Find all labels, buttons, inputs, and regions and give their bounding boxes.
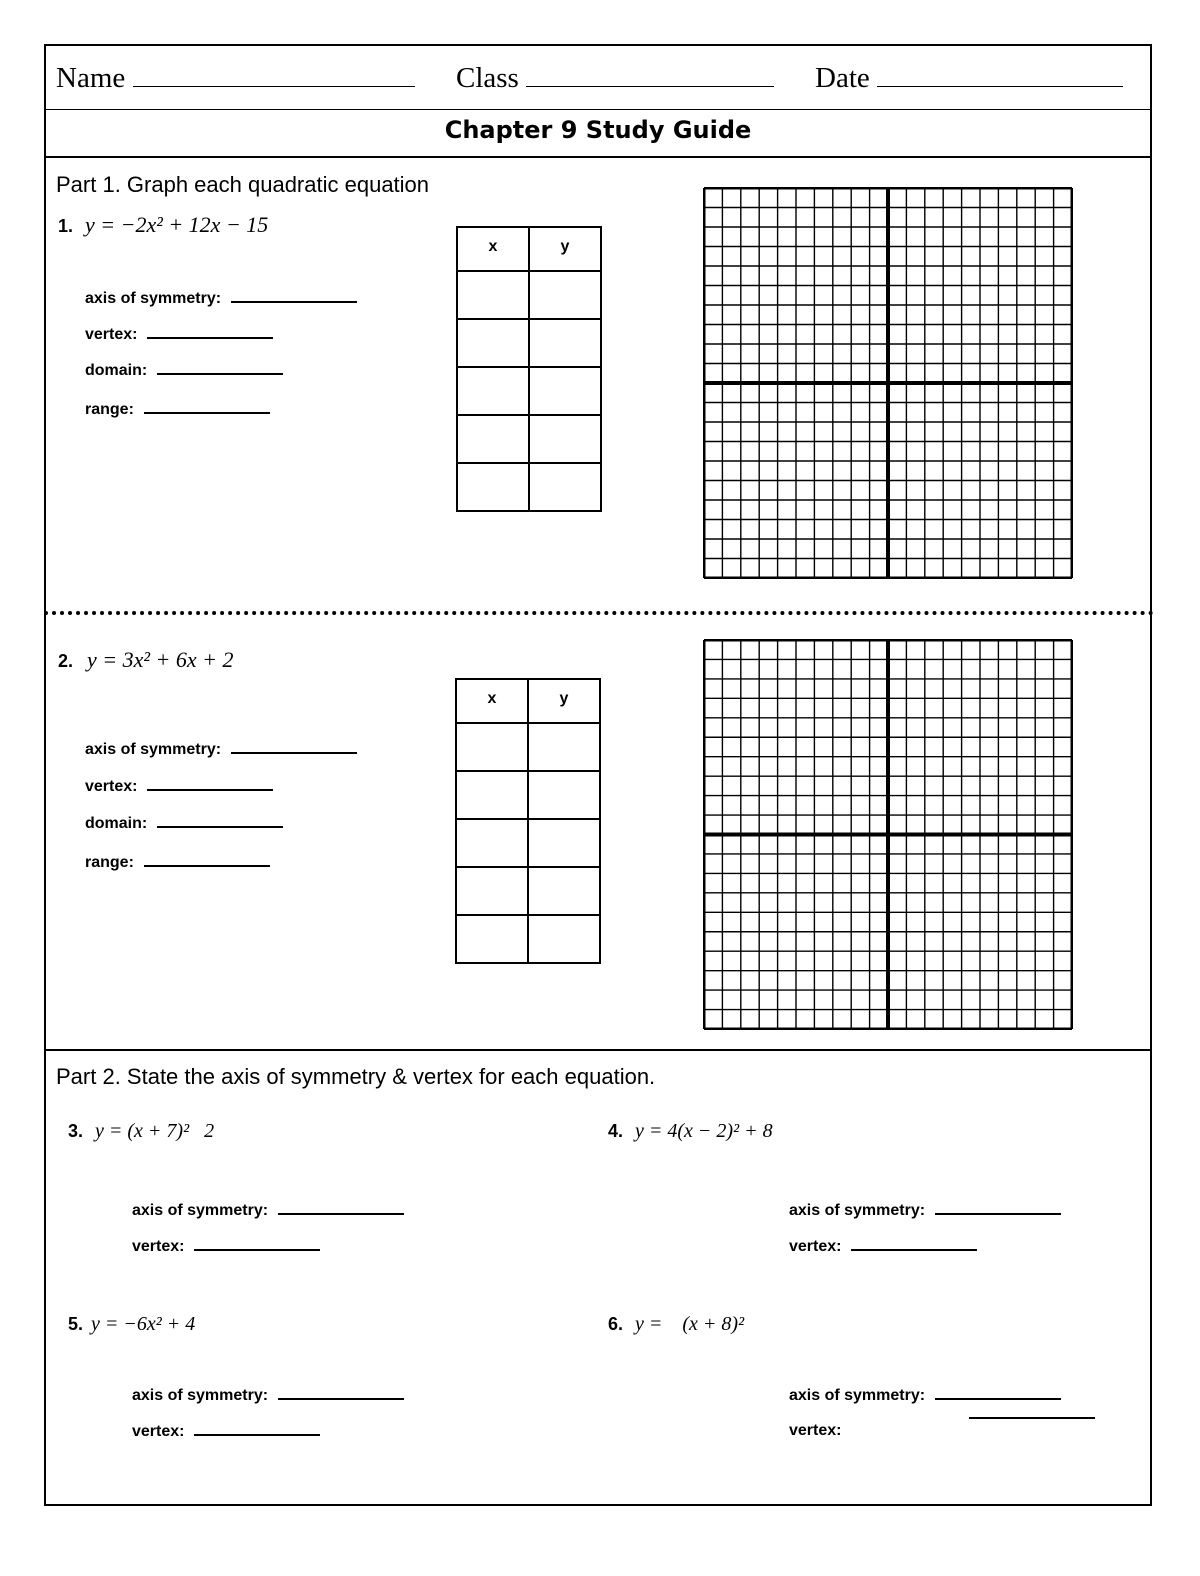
table-cell[interactable] [528,819,600,867]
y-header: y [529,227,601,271]
class-blank[interactable] [526,86,774,87]
problem-2-equation: y = 3x² + 6x + 2 [87,647,234,672]
p6-vertex-blank[interactable] [969,1417,1095,1419]
p5-vertex-blank[interactable] [194,1433,320,1436]
p6-vertex-label: vertex: [789,1422,842,1439]
p5-vertex-row: vertex: [132,1423,320,1441]
table-cell[interactable] [456,819,528,867]
title-divider [44,156,1152,158]
part-divider [44,1049,1152,1051]
name-blank[interactable] [133,86,415,87]
p4-vertex-blank[interactable] [851,1248,977,1251]
table-cell[interactable] [528,915,600,963]
p2-range-blank[interactable] [144,864,270,867]
p4-vertex-row: vertex: [789,1238,977,1256]
table-cell[interactable] [528,867,600,915]
p2-xy-table [455,678,601,964]
table-cell[interactable] [529,271,601,319]
y-header: y [528,679,600,723]
problem-3-equation: y = (x + 7)² 2 [95,1120,215,1142]
p1-axis-blank[interactable] [231,300,357,303]
table-cell[interactable] [457,415,529,463]
p3-vertex-row: vertex: [132,1238,320,1256]
dotted-separator [44,611,1154,615]
p2-domain-row: domain: [85,815,283,833]
p5-axis-row: axis of symmetry: [132,1387,404,1405]
p2-range-row: range: [85,854,270,872]
problem-6: 6. y = (x + 8)² [608,1313,745,1335]
p2-coordinate-grid[interactable] [703,639,1073,1030]
p6-axis-blank[interactable] [935,1397,1061,1400]
header-divider [44,109,1152,110]
problem-1-equation: y = −2x² + 12x − 15 [85,212,269,237]
table-cell[interactable] [457,319,529,367]
table-cell[interactable] [456,723,528,771]
table-cell[interactable] [529,415,601,463]
x-header: x [457,227,529,271]
table-cell[interactable] [529,463,601,511]
table-cell[interactable] [528,771,600,819]
p1-axis-row: axis of symmetry: [85,290,357,308]
p2-vertex-blank[interactable] [147,788,273,791]
problem-2: 2. y = 3x² + 6x + 2 [58,647,234,672]
p2-vertex-row: vertex: [85,778,273,796]
p1-vertex-blank[interactable] [147,336,273,339]
problem-1: 1. y = −2x² + 12x − 15 [58,212,269,237]
p6-axis-row: axis of symmetry: [789,1387,1061,1405]
x-header: x [456,679,528,723]
p1-domain-row: domain: [85,362,283,380]
problem-5: 5. y = −6x² + 4 [68,1313,196,1335]
problem-3: 3. y = (x + 7)² 2 [68,1120,215,1142]
table-cell[interactable] [529,319,601,367]
table-cell[interactable] [457,367,529,415]
p4-axis-blank[interactable] [935,1212,1061,1215]
p5-axis-blank[interactable] [278,1397,404,1400]
p2-axis-blank[interactable] [231,751,357,754]
table-cell[interactable] [456,771,528,819]
p3-vertex-blank[interactable] [194,1248,320,1251]
problem-6-equation: y = (x + 8)² [635,1313,745,1335]
p1-vertex-row: vertex: [85,326,273,344]
p1-range-row: range: [85,401,270,419]
name-field[interactable]: Name [56,62,415,95]
p3-axis-blank[interactable] [278,1212,404,1215]
table-cell[interactable] [456,867,528,915]
date-field[interactable]: Date [815,62,1123,95]
table-cell[interactable] [457,463,529,511]
problem-4-equation: y = 4(x − 2)² + 8 [635,1120,773,1142]
table-cell[interactable] [456,915,528,963]
table-cell[interactable] [529,367,601,415]
p1-xy-table [456,226,602,512]
p1-coordinate-grid[interactable] [703,187,1073,579]
p1-range-blank[interactable] [144,411,270,414]
p2-axis-row: axis of symmetry: [85,741,357,759]
problem-5-equation: y = −6x² + 4 [91,1313,196,1335]
problem-4: 4. y = 4(x − 2)² + 8 [608,1120,773,1142]
table-cell[interactable] [528,723,600,771]
p2-domain-blank[interactable] [157,825,283,828]
part2-heading: Part 2. State the axis of symmetry & vertex for each equation. [56,1064,656,1089]
p4-axis-row: axis of symmetry: [789,1202,1061,1220]
part1-heading: Part 1. Graph each quadratic equation [56,172,430,197]
page-title: Chapter 9 Study Guide [444,116,752,144]
table-cell[interactable] [457,271,529,319]
p1-domain-blank[interactable] [157,372,283,375]
date-blank[interactable] [877,86,1123,87]
class-field[interactable]: Class [456,62,774,95]
p3-axis-row: axis of symmetry: [132,1202,404,1220]
